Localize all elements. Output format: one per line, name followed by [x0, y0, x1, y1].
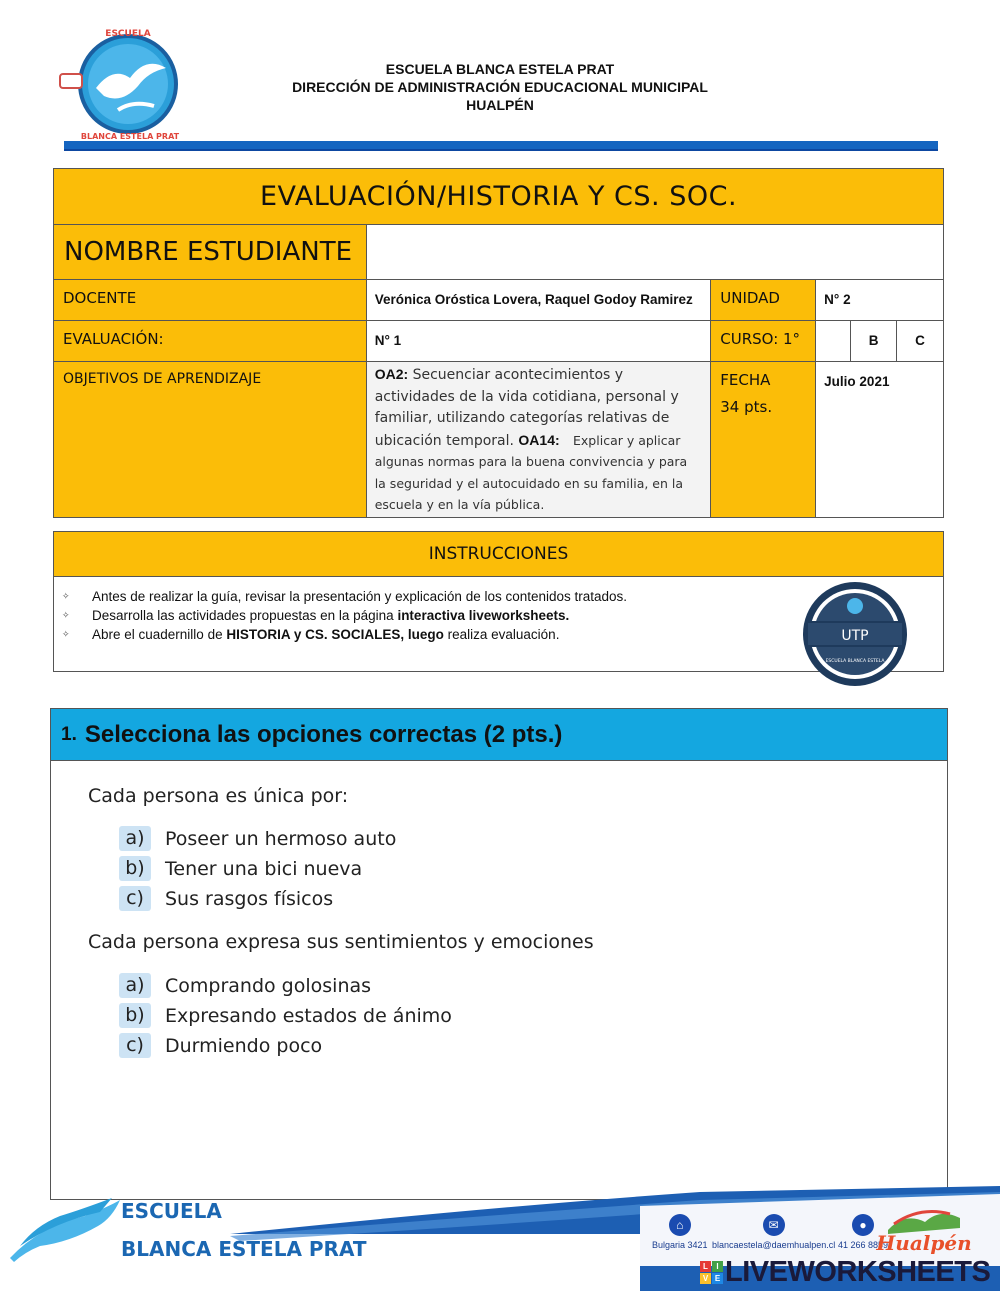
option-text: Poseer un hermoso auto	[165, 827, 397, 850]
school-header	[240, 60, 760, 114]
option-text: Expresando estados de ánimo	[165, 1004, 452, 1027]
instruction-item: ✧ Desarrolla las actividades propuestas en la página interactiva liveworksheets.	[62, 608, 570, 623]
question-number: 1.	[61, 723, 77, 745]
option-letter: b)	[119, 856, 151, 881]
question-box	[50, 708, 948, 1200]
bullet-icon: ✧	[62, 629, 70, 639]
docente-value: Verónica Oróstica Lovera, Raquel Godoy Ramirez	[366, 280, 711, 321]
instruction-item: ✧ Abre el cuadernillo de HISTORIA y CS. SOCIALES, luego realiza evaluación.	[62, 627, 560, 642]
option-text: Durmiendo poco	[165, 1034, 323, 1057]
city-name: HUALPÉN	[466, 97, 534, 113]
q2-option-c[interactable]	[119, 1033, 322, 1058]
q1-option-a[interactable]	[119, 826, 396, 851]
instruction-item: ✧ Antes de realizar la guía, revisar la presentación y explicación de los contenidos tratados.	[62, 589, 628, 604]
objetivos-label: OBJETIVOS DE APRENDIZAJE	[54, 362, 367, 518]
option-text: Comprando golosinas	[165, 974, 372, 997]
option-text: Sus rasgos físicos	[165, 887, 334, 910]
header-rule	[64, 141, 938, 151]
question-2-stem: Cada persona expresa sus sentimientos y emociones	[88, 931, 594, 953]
footer-school-name	[121, 1192, 367, 1268]
q2-option-a[interactable]	[119, 973, 371, 998]
oa2-code: OA2:	[374, 366, 409, 382]
unidad-value: N° 2	[816, 280, 944, 321]
oa14-text: Explicar y aplicar algunas normas para la buena convivencia y para la seguridad y el autocuidado en su familia, en la escuela y en la vía pública.	[374, 432, 688, 512]
oa2-text: Secuenciar acontecimientos y actividades de la vida cotidiana, personal y familiar, utilizando categorías relativas de ubicación temporal.	[374, 367, 679, 449]
option-letter: c)	[119, 1033, 151, 1058]
option-text: Tener una bici nueva	[165, 857, 363, 880]
school-logo	[58, 26, 183, 141]
unidad-label: UNIDAD	[711, 280, 816, 321]
fecha-value: Julio 2021	[816, 362, 944, 518]
curso-label: CURSO: 1°	[711, 321, 816, 362]
fecha-label: FECHA	[720, 371, 771, 389]
evaluation-info-table	[53, 168, 944, 518]
q1-option-b[interactable]	[119, 856, 362, 881]
bullet-icon: ✧	[62, 591, 70, 601]
school-name: ESCUELA BLANCA ESTELA PRAT	[385, 61, 615, 77]
utp-seal-icon	[801, 580, 909, 688]
puntos-value: 34 pts.	[720, 398, 773, 416]
evaluacion-value: N° 1	[366, 321, 711, 362]
direction-name: DIRECCIÓN DE ADMINISTRACIÓN EDUCACIONAL MUNICIPAL	[292, 79, 708, 95]
footer-school-line2: BLANCA ESTELA PRAT	[121, 1237, 367, 1261]
liveworksheets-brand[interactable]	[700, 1256, 990, 1289]
instructions-box	[53, 531, 944, 672]
evaluation-title: EVALUACIÓN/HISTORIA Y CS. SOC.	[54, 169, 944, 225]
curso-c-cell: C	[897, 321, 944, 362]
oa14-code: OA14:	[518, 431, 560, 448]
docente-label: DOCENTE	[54, 280, 367, 321]
mail-icon: ✉	[763, 1214, 785, 1236]
instructions-title: INSTRUCCIONES	[54, 532, 943, 577]
footer-email[interactable]: ✉ blancaestela@daemhualpen.cl	[712, 1214, 835, 1250]
liveworksheets-text: LIVEWORKSHEETS	[725, 1256, 991, 1288]
footer-address: ⌂ Bulgaria 3421	[652, 1214, 708, 1250]
bullet-icon: ✧	[62, 610, 70, 620]
option-letter: c)	[119, 886, 151, 911]
objetivos-text	[366, 362, 711, 518]
student-name-field[interactable]	[366, 225, 943, 280]
curso-b-cell: B	[851, 321, 897, 362]
user-icon: ●	[852, 1214, 874, 1236]
q1-option-c[interactable]	[119, 886, 333, 911]
question-header	[51, 709, 947, 761]
liveworksheets-badge-icon: L I V E	[700, 1261, 723, 1284]
home-icon: ⌂	[669, 1214, 691, 1236]
footer-school-line1: ESCUELA	[121, 1199, 222, 1223]
option-letter: a)	[119, 826, 151, 851]
question-title: Selecciona las opciones correctas (2 pts.)	[84, 720, 563, 748]
footer-phone: ● 41 266 8859	[838, 1214, 888, 1250]
fecha-cell	[711, 362, 816, 518]
question-1-stem: Cada persona es única por:	[88, 785, 349, 807]
seal-text: UTP	[841, 628, 869, 644]
option-letter: a)	[119, 973, 151, 998]
evaluacion-label: EVALUACIÓN:	[54, 321, 367, 362]
curso-a-cell	[816, 321, 851, 362]
logo-text-bottom: BLANCA ESTELA PRAT	[80, 132, 180, 141]
hualpen-municipality-logo	[876, 1200, 972, 1258]
option-letter: b)	[119, 1003, 151, 1028]
student-name-label: NOMBRE ESTUDIANTE	[54, 225, 367, 280]
hualpen-text: Hualpén	[876, 1231, 972, 1255]
q2-option-b[interactable]	[119, 1003, 452, 1028]
seal-caption: ESCUELA BLANCA ESTELA	[825, 659, 885, 664]
logo-text-top: ESCUELA	[105, 29, 151, 39]
